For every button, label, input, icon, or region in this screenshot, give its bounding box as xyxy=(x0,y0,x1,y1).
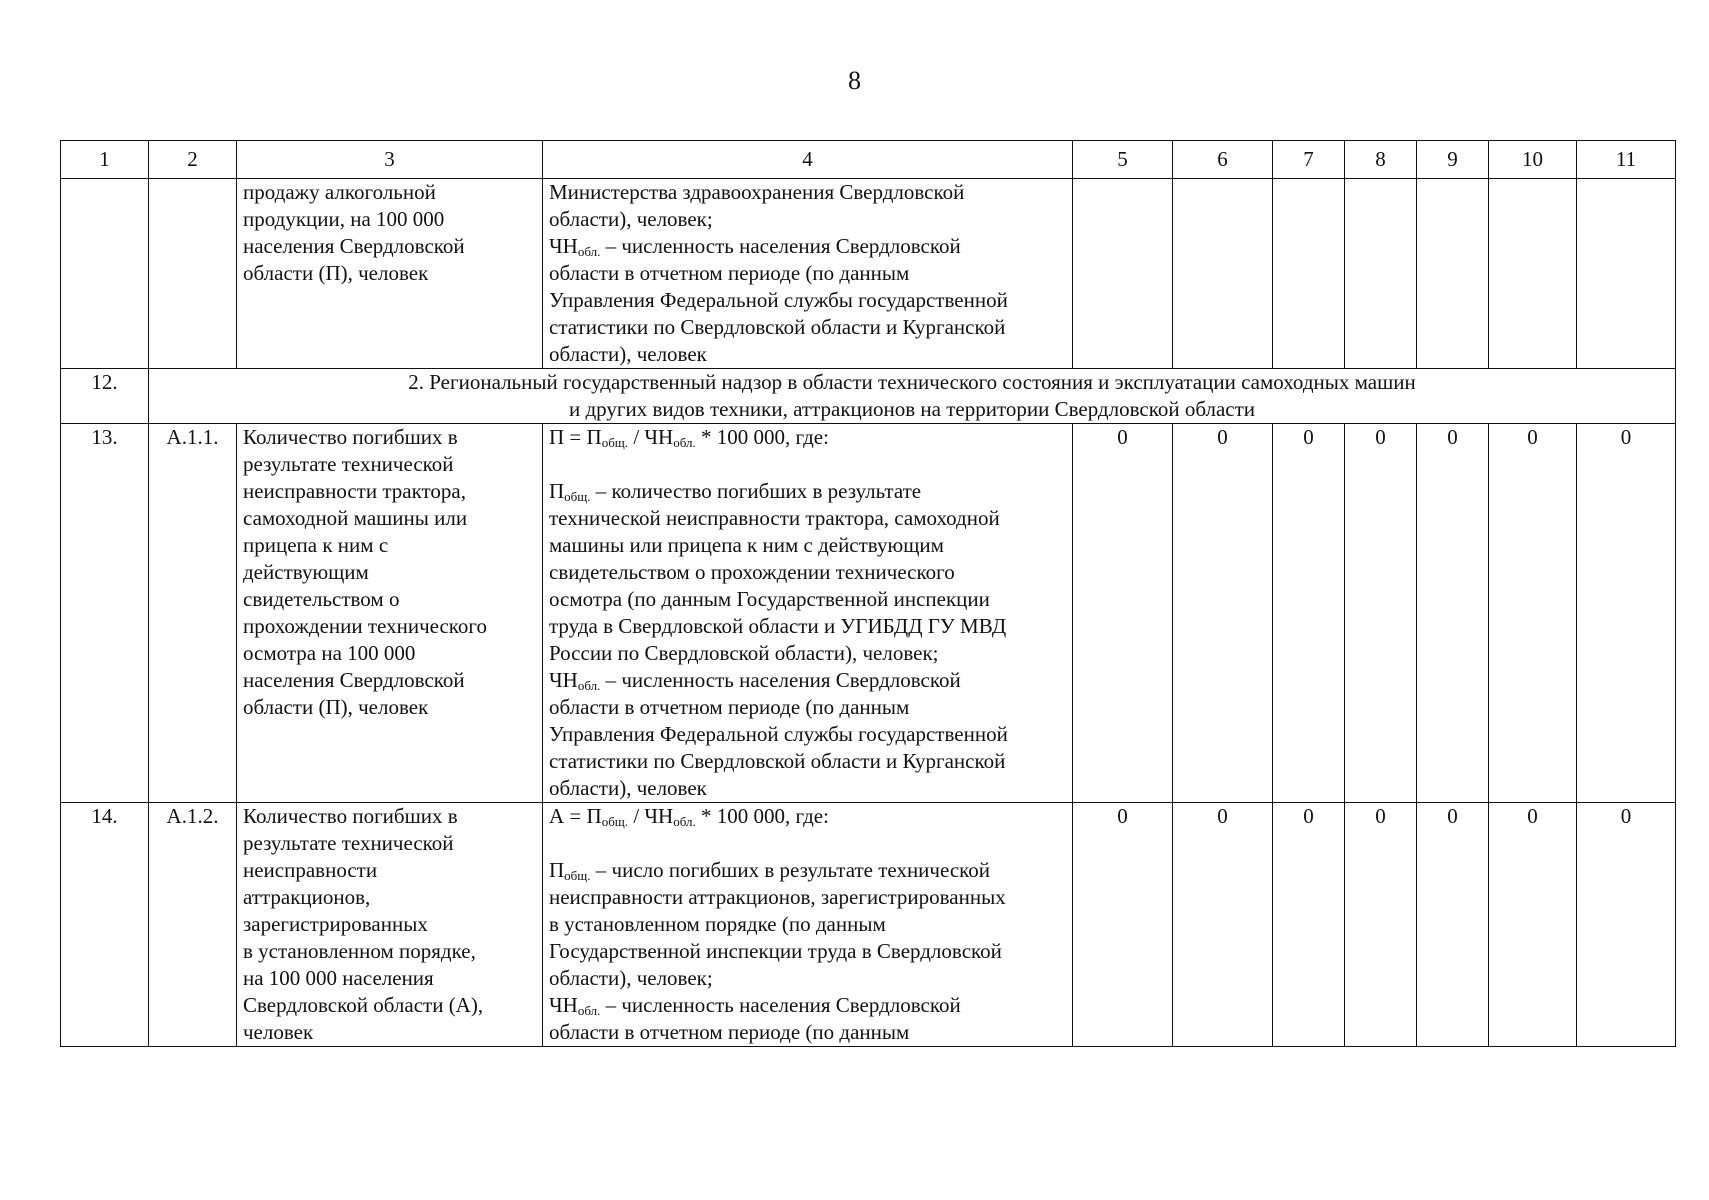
text-run: области), человек; xyxy=(549,207,713,231)
indicator-name xyxy=(237,803,543,1047)
indicator-name-line: зарегистрированных xyxy=(243,912,428,936)
calculation-method-line xyxy=(549,424,1066,451)
text-run: в установленном порядке (по данным xyxy=(549,912,886,936)
column-number: 5 xyxy=(1073,141,1173,179)
column-number: 9 xyxy=(1417,141,1489,179)
value-cell: 0 xyxy=(1173,424,1273,803)
text-run: Министерства здравоохранения Свердловской xyxy=(549,180,965,204)
section-row xyxy=(61,369,1676,424)
indicator-name-line: неисправности xyxy=(243,858,378,882)
indicator-name-line: области (П), человек xyxy=(243,695,429,719)
value-cell: 0 xyxy=(1173,803,1273,1047)
calculation-method-line xyxy=(549,559,1066,586)
indicator-name xyxy=(237,179,543,369)
indicator-code: А.1.1. xyxy=(149,424,237,803)
row-number xyxy=(61,179,149,369)
calculation-method-line xyxy=(549,884,1066,911)
calculation-method-line xyxy=(549,179,1066,206)
text-run: * 100 000, где: xyxy=(695,804,829,828)
text-run: – численность населения Свердловской xyxy=(600,668,961,692)
text-run: области в отчетном периоде (по данным xyxy=(549,1020,910,1044)
column-number: 8 xyxy=(1345,141,1417,179)
value-cell xyxy=(1489,179,1577,369)
indicator-name-line: результате технической xyxy=(243,831,454,855)
indicator-code: А.1.2. xyxy=(149,803,237,1047)
indicator-name-line: населения Свердловской xyxy=(243,234,465,258)
calculation-method-line xyxy=(549,260,1066,287)
text-run: области), человек xyxy=(549,776,707,800)
subscript: обл. xyxy=(673,814,696,829)
indicator-code xyxy=(149,179,237,369)
text-run: России по Свердловской области), человек; xyxy=(549,641,939,665)
indicator-name-line: аттракционов, xyxy=(243,885,371,909)
text-run: свидетельством о прохождении технического xyxy=(549,560,955,584)
value-cell: 0 xyxy=(1489,803,1577,1047)
value-cell: 0 xyxy=(1417,424,1489,803)
text-run: ЧН xyxy=(549,234,578,258)
text-run: – число погибших в результате технической xyxy=(590,858,991,882)
calculation-method-line xyxy=(549,478,1066,505)
row-number: 14. xyxy=(61,803,149,1047)
text-run: технической неисправности трактора, самоходной xyxy=(549,506,1000,530)
calculation-method-line xyxy=(549,640,1066,667)
value-cell: 0 xyxy=(1073,424,1173,803)
calculation-method-line xyxy=(549,1019,1066,1046)
column-number-row xyxy=(61,141,1676,179)
subscript: обл. xyxy=(577,244,601,259)
value-cell xyxy=(1173,179,1273,369)
text-run: Управления Федеральной службы государственной xyxy=(549,722,1008,746)
calculation-method-line xyxy=(549,721,1066,748)
section-title-line: и других видов техники, аттракционов на территории Свердловской области xyxy=(568,397,1256,421)
text-run: статистики по Свердловской области и Курганской xyxy=(549,315,1006,339)
section-title-line: 2. Региональный государственный надзор в области технического состояния и эксплуатации самоходных машин xyxy=(408,370,1416,394)
indicator-name-line: области (П), человек xyxy=(243,261,429,285)
calculation-method-line xyxy=(549,938,1066,965)
calculation-method-line xyxy=(549,748,1066,775)
column-number: 3 xyxy=(237,141,543,179)
calculation-method-line xyxy=(549,532,1066,559)
calculation-method-line xyxy=(549,586,1066,613)
value-cell xyxy=(1417,179,1489,369)
indicators-table xyxy=(60,140,1676,1047)
text-run: – количество погибших в результате xyxy=(590,479,922,503)
text-run: – численность населения Свердловской xyxy=(600,234,961,258)
blank-line xyxy=(549,830,1066,857)
value-cell xyxy=(1273,179,1345,369)
value-cell: 0 xyxy=(1489,424,1577,803)
text-run: П xyxy=(549,479,565,503)
calculation-method-line xyxy=(549,775,1066,802)
text-run: области в отчетном периоде (по данным xyxy=(549,261,910,285)
value-cell: 0 xyxy=(1577,424,1676,803)
calculation-method-line xyxy=(549,992,1066,1019)
value-cell: 0 xyxy=(1345,424,1417,803)
column-number: 10 xyxy=(1489,141,1577,179)
value-cell: 0 xyxy=(1073,803,1173,1047)
calculation-method-line xyxy=(549,667,1066,694)
column-number: 7 xyxy=(1273,141,1345,179)
calculation-method xyxy=(543,803,1073,1047)
text-run: машины или прицепа к ним с действующим xyxy=(549,533,944,557)
column-number: 6 xyxy=(1173,141,1273,179)
subscript: общ. xyxy=(601,435,629,450)
text-run: * 100 000, где: xyxy=(695,425,829,449)
column-number: 4 xyxy=(543,141,1073,179)
text-run: А = П xyxy=(549,804,602,828)
calculation-method-line xyxy=(549,694,1066,721)
table-row xyxy=(61,803,1676,1047)
calculation-method-line xyxy=(549,505,1066,532)
calculation-method-line xyxy=(549,803,1066,830)
column-number: 11 xyxy=(1577,141,1676,179)
indicator-name-line: Свердловской области (А), xyxy=(243,993,484,1017)
indicator-name-line: свидетельством о xyxy=(243,587,400,611)
indicator-name-line: действующим xyxy=(243,560,369,584)
text-run: области), человек xyxy=(549,342,707,366)
text-run: / ЧН xyxy=(628,425,674,449)
value-cell: 0 xyxy=(1577,803,1676,1047)
calculation-method xyxy=(543,424,1073,803)
indicator-name-line: осмотра на 100 000 xyxy=(243,641,416,665)
page-number: 8 xyxy=(848,66,861,95)
indicator-name-line: самоходной машины или xyxy=(243,506,468,530)
value-cell: 0 xyxy=(1345,803,1417,1047)
subscript: общ. xyxy=(564,868,591,883)
text-run: – численность населения Свердловской xyxy=(600,993,961,1017)
indicator-name-line: человек xyxy=(243,1020,314,1044)
subscript: обл. xyxy=(577,678,601,693)
text-run: статистики по Свердловской области и Курганской xyxy=(549,749,1006,773)
subscript: общ. xyxy=(564,489,591,504)
subscript: обл. xyxy=(577,1003,601,1018)
calculation-method-line xyxy=(549,314,1066,341)
calculation-method-line xyxy=(549,911,1066,938)
indicator-name-line: продукции, на 100 000 xyxy=(243,207,445,231)
indicator-name-line: прицепа к ним с xyxy=(243,533,389,557)
subscript: обл. xyxy=(673,435,696,450)
calculation-method-line xyxy=(549,965,1066,992)
text-run: Управления Федеральной службы государственной xyxy=(549,288,1008,312)
indicator-name-line: Количество погибших в xyxy=(243,425,458,449)
section-title xyxy=(149,369,1676,424)
text-run: П = П xyxy=(549,425,602,449)
row-number: 13. xyxy=(61,424,149,803)
indicator-name-line: на 100 000 населения xyxy=(243,966,434,990)
subscript: общ. xyxy=(601,814,629,829)
text-run: области в отчетном периоде (по данным xyxy=(549,695,910,719)
indicator-name-line: населения Свердловской xyxy=(243,668,465,692)
table-row xyxy=(61,424,1676,803)
indicator-name xyxy=(237,424,543,803)
indicator-name-line: результате технической xyxy=(243,452,454,476)
text-run: П xyxy=(549,858,565,882)
text-run: ЧН xyxy=(549,668,578,692)
text-run: Государственной инспекции труда в Свердловской xyxy=(549,939,1002,963)
calculation-method-line xyxy=(549,206,1066,233)
indicator-name-line: продажу алкогольной xyxy=(243,180,436,204)
calculation-method-line xyxy=(549,341,1066,368)
column-number: 2 xyxy=(149,141,237,179)
value-cell xyxy=(1073,179,1173,369)
table-row xyxy=(61,179,1676,369)
value-cell xyxy=(1577,179,1676,369)
text-run: области), человек; xyxy=(549,966,713,990)
indicator-name-line: неисправности трактора, xyxy=(243,479,466,503)
text-run: / ЧН xyxy=(628,804,674,828)
calculation-method-line xyxy=(549,233,1066,260)
indicator-name-line: Количество погибших в xyxy=(243,804,458,828)
text-run: труда в Свердловской области и УГИБДД ГУ МВД xyxy=(549,614,1007,638)
calculation-method-line xyxy=(549,857,1066,884)
value-cell: 0 xyxy=(1273,803,1345,1047)
calculation-method-line xyxy=(549,613,1066,640)
calculation-method xyxy=(543,179,1073,369)
value-cell xyxy=(1345,179,1417,369)
column-number: 1 xyxy=(61,141,149,179)
indicator-name-line: прохождении технического xyxy=(243,614,488,638)
row-number: 12. xyxy=(61,369,149,424)
indicator-name-line: в установленном порядке, xyxy=(243,939,476,963)
text-run: неисправности аттракционов, зарегистрированных xyxy=(549,885,1006,909)
text-run: осмотра (по данным Государственной инспекции xyxy=(549,587,990,611)
value-cell: 0 xyxy=(1273,424,1345,803)
calculation-method-line xyxy=(549,287,1066,314)
value-cell: 0 xyxy=(1417,803,1489,1047)
blank-line xyxy=(549,451,1066,478)
text-run: ЧН xyxy=(549,993,578,1017)
